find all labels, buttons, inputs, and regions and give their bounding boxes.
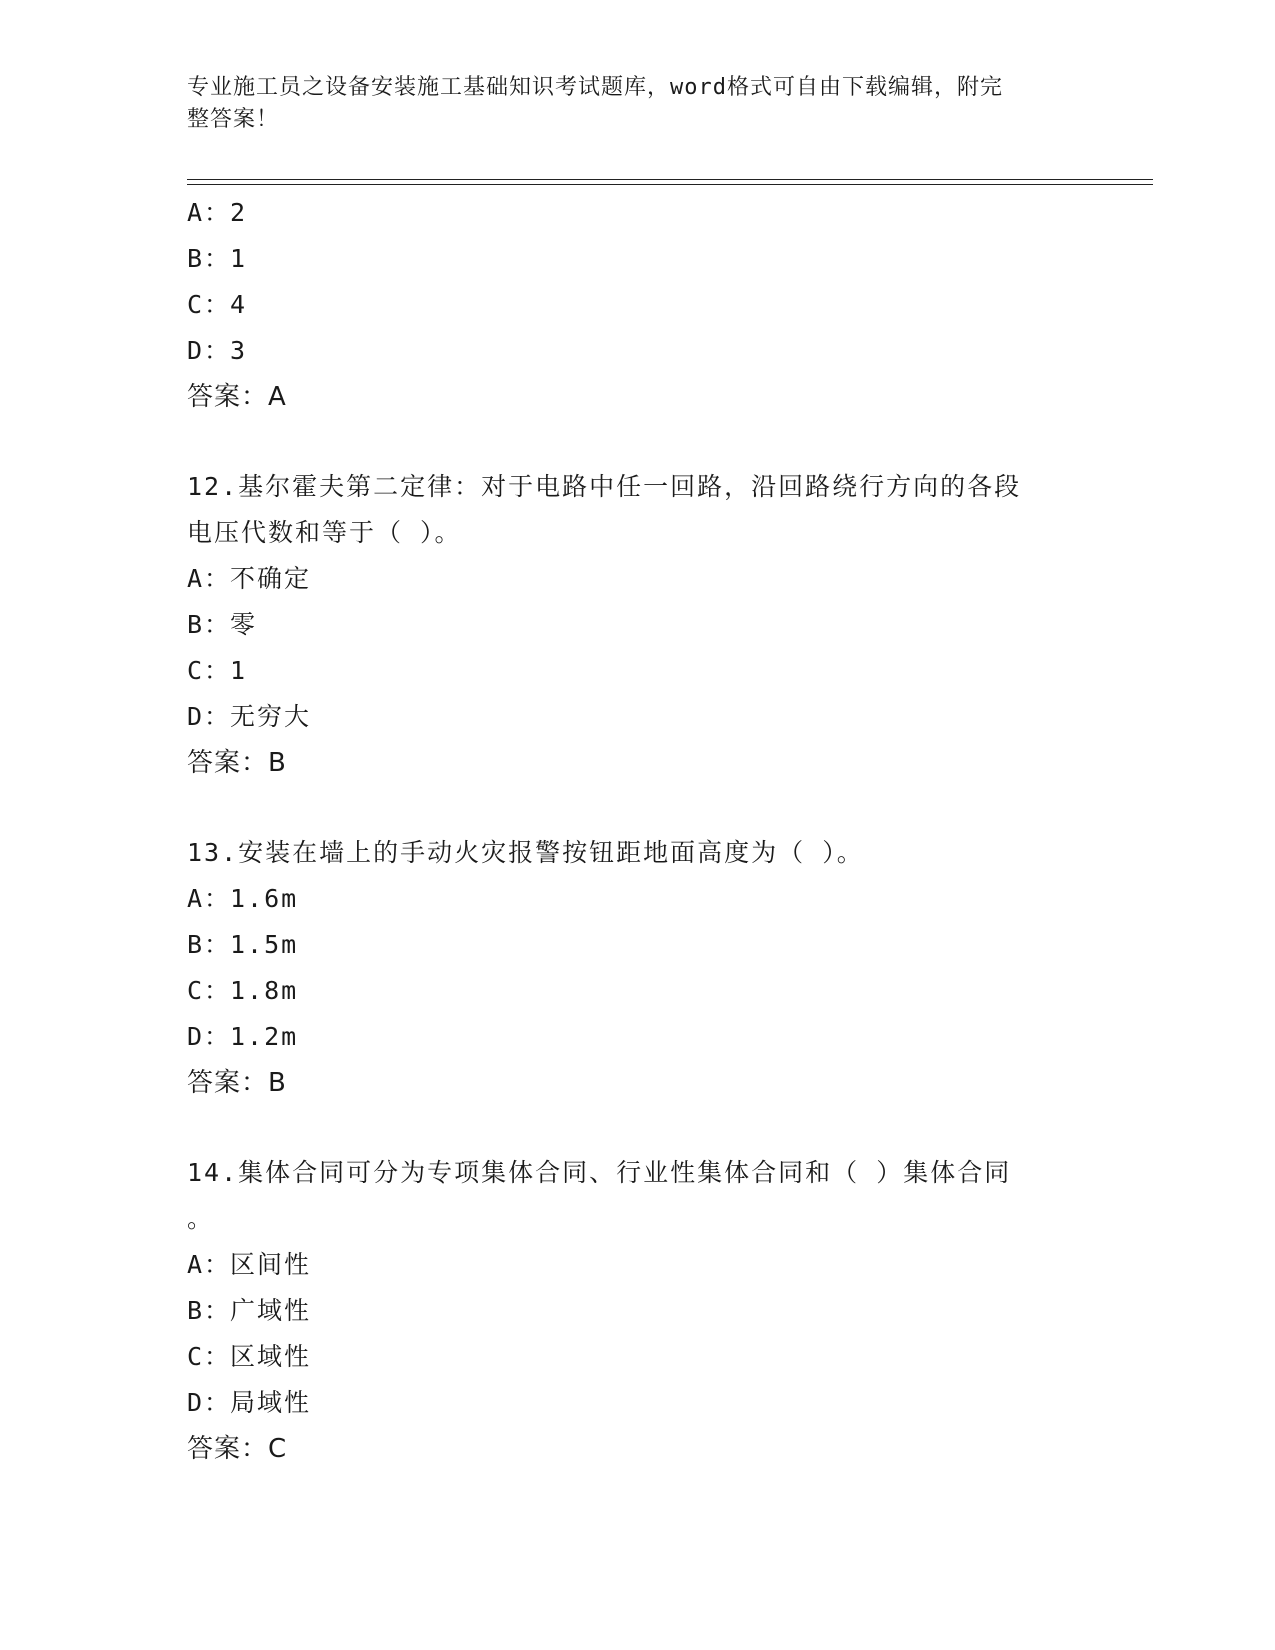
question-block-14 bbox=[187, 1150, 1087, 1472]
question-stem-line-1: 12.基尔霍夫第二定律：对于电路中任一回路，沿回路绕行方向的各段 bbox=[187, 472, 1022, 501]
option-text: 不确定 bbox=[230, 564, 312, 593]
option-key: C： bbox=[187, 290, 232, 319]
option-c bbox=[187, 282, 1087, 328]
option-a bbox=[187, 1242, 1087, 1288]
option-text: 1 bbox=[230, 244, 248, 273]
option-key: C： bbox=[187, 1342, 232, 1371]
option-key: A： bbox=[187, 198, 232, 227]
question-block-11-tail bbox=[187, 190, 1087, 420]
question-stem-line-1: 13.安装在墙上的手动火灾报警按钮距地面高度为（ ）。 bbox=[187, 838, 864, 867]
question-list bbox=[187, 190, 1087, 1472]
option-b bbox=[187, 236, 1087, 282]
option-key: B： bbox=[187, 1296, 232, 1325]
option-text: 1.5m bbox=[230, 930, 299, 959]
answer-line: 答案：A bbox=[187, 382, 287, 412]
header-divider-top bbox=[187, 179, 1153, 180]
option-a bbox=[187, 556, 1087, 602]
option-d bbox=[187, 694, 1087, 740]
question-stem-line-2: 电压代数和等于（ ）。 bbox=[187, 518, 462, 547]
option-text: 3 bbox=[230, 336, 248, 365]
option-key: A： bbox=[187, 564, 232, 593]
option-key: B： bbox=[187, 610, 232, 639]
option-b bbox=[187, 922, 1087, 968]
option-text: 区域性 bbox=[230, 1342, 312, 1371]
option-text: 局域性 bbox=[230, 1388, 312, 1417]
option-text: 区间性 bbox=[230, 1250, 312, 1279]
option-c bbox=[187, 968, 1087, 1014]
question-stem-line-1: 14.集体合同可分为专项集体合同、行业性集体合同和（ ）集体合同 bbox=[187, 1158, 1012, 1187]
option-d bbox=[187, 1014, 1087, 1060]
question-block-13 bbox=[187, 830, 1087, 1106]
option-text: 1.8m bbox=[230, 976, 299, 1005]
option-key: D： bbox=[187, 336, 232, 365]
option-text: 1 bbox=[230, 656, 248, 685]
option-c bbox=[187, 648, 1087, 694]
header-title-line-1: 专业施工员之设备安装施工基础知识考试题库，word格式可自由下载编辑，附完 bbox=[187, 75, 1003, 100]
question-stem-line-2: 。 bbox=[187, 1204, 215, 1233]
option-b bbox=[187, 1288, 1087, 1334]
answer-line: 答案：C bbox=[187, 1434, 288, 1464]
header-divider-bottom bbox=[187, 184, 1153, 185]
option-c bbox=[187, 1334, 1087, 1380]
answer-line: 答案：B bbox=[187, 748, 287, 778]
option-key: A： bbox=[187, 884, 232, 913]
option-text: 广域性 bbox=[230, 1296, 312, 1325]
question-block-12 bbox=[187, 464, 1087, 786]
option-key: C： bbox=[187, 656, 232, 685]
option-text: 零 bbox=[230, 610, 258, 639]
option-a bbox=[187, 190, 1087, 236]
option-key: A： bbox=[187, 1250, 232, 1279]
option-b bbox=[187, 602, 1087, 648]
option-text: 1.6m bbox=[230, 884, 299, 913]
option-text: 1.2m bbox=[230, 1022, 299, 1051]
option-key: D： bbox=[187, 1022, 232, 1051]
option-a bbox=[187, 876, 1087, 922]
option-d bbox=[187, 328, 1087, 374]
option-key: B： bbox=[187, 244, 232, 273]
option-text: 4 bbox=[230, 290, 248, 319]
option-key: D： bbox=[187, 1388, 232, 1417]
option-text: 2 bbox=[230, 198, 248, 227]
option-text: 无穷大 bbox=[230, 702, 312, 731]
option-key: B： bbox=[187, 930, 232, 959]
document-header bbox=[187, 72, 1067, 136]
header-title-line-2: 整答案！ bbox=[187, 107, 280, 132]
answer-line: 答案：B bbox=[187, 1068, 287, 1098]
option-key: D： bbox=[187, 702, 232, 731]
option-key: C： bbox=[187, 976, 232, 1005]
option-d bbox=[187, 1380, 1087, 1426]
